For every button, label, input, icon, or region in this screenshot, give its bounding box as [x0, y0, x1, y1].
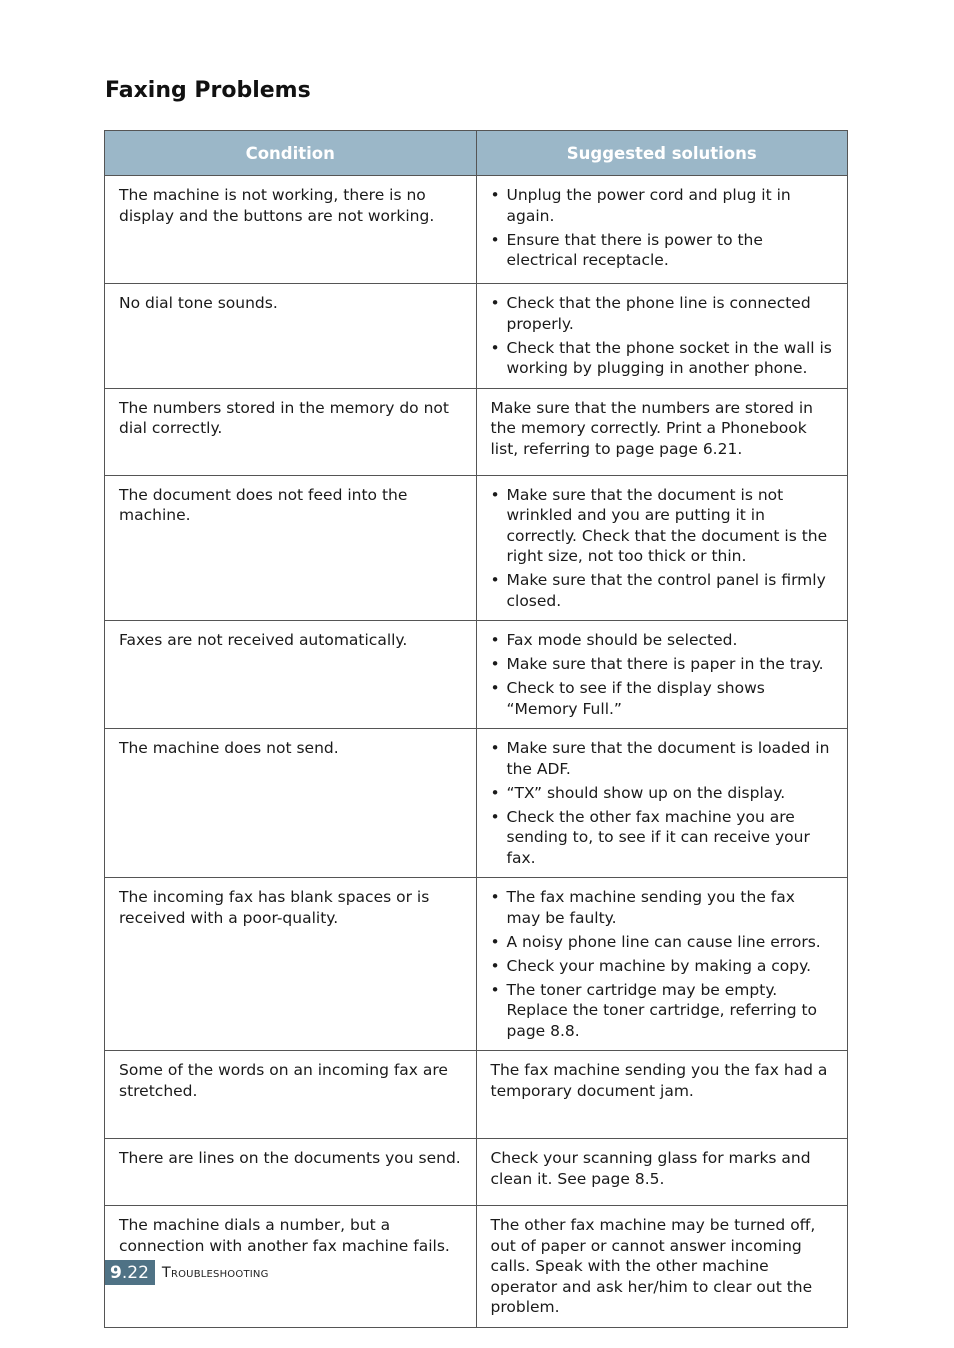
list-item: • Make sure that the document is not wrinkled and you are putting it in correctly. Check that the document is the right size, not too thick or thin.	[490, 485, 828, 565]
list-item: • Fax mode should be selected.	[490, 631, 738, 649]
list-item: • Check your machine by making a copy.	[490, 956, 811, 975]
table-row	[105, 621, 848, 729]
solution-list	[491, 485, 834, 612]
list-item: • The toner cartridge may be empty. Replace the toner cartridge, referring to page 8.8.	[490, 980, 818, 1040]
page-footer	[105, 1260, 269, 1285]
list-item: • Unplug the power cord and plug it in again.	[490, 186, 791, 225]
condition-cell: The machine is not working, there is no display and the buttons are not working.	[105, 176, 477, 284]
solution-list	[491, 887, 834, 1041]
solution-cell	[476, 878, 848, 1051]
solution-text: Check your scanning glass for marks and clean it. See page 8.5.	[490, 1149, 811, 1188]
list-item: • Ensure that there is power to the electrical receptacle.	[490, 230, 763, 269]
list-item: • Check to see if the display shows “Memory Full.”	[490, 679, 765, 718]
condition-cell: There are lines on the documents you send.	[105, 1139, 477, 1206]
table-row	[105, 176, 848, 284]
solution-text: The other fax machine may be turned off, out of paper or cannot answer incoming calls. Speak with the other machine operator and ask her/him to clear out the problem.	[490, 1216, 816, 1316]
condition-cell: The machine does not send.	[105, 729, 477, 878]
table-row	[105, 1051, 848, 1139]
list-item: • Make sure that the control panel is firmly closed.	[490, 571, 826, 610]
solution-text: The fax machine sending you the fax had a temporary document jam.	[490, 1061, 828, 1100]
solution-cell	[476, 388, 848, 475]
solution-list	[491, 630, 834, 719]
condition-cell: The numbers stored in the memory do not dial correctly.	[105, 388, 477, 475]
page-title: Faxing Problems	[105, 78, 311, 103]
condition-cell: Faxes are not received automatically.	[105, 621, 477, 729]
table-row	[105, 729, 848, 878]
solution-list	[491, 293, 834, 379]
solution-list	[491, 185, 834, 271]
table-row	[105, 388, 848, 475]
faxing-problems-table	[104, 130, 848, 1328]
list-item: • The fax machine sending you the fax may be faulty.	[490, 888, 795, 927]
table-row	[105, 475, 848, 621]
section-name: troubleshooting	[161, 1264, 269, 1281]
condition-cell: The document does not feed into the machine.	[105, 475, 477, 621]
table-row	[105, 284, 848, 389]
solution-cell	[476, 475, 848, 621]
list-item: • Check that the phone socket in the wall is working by plugging in another phone.	[490, 338, 832, 377]
solution-cell	[476, 1051, 848, 1139]
solution-cell	[476, 284, 848, 389]
page-number: .22	[121, 1262, 149, 1283]
condition-cell: Some of the words on an incoming fax are stretched.	[105, 1051, 477, 1139]
solution-cell	[476, 1139, 848, 1206]
condition-cell: The machine dials a number, but a connection with another fax machine fails.	[105, 1206, 477, 1328]
list-item: • Check the other fax machine you are sending to, to see if it can receive your fax.	[490, 807, 810, 867]
solution-text: Make sure that the numbers are stored in the memory correctly. Print a Phonebook list, referring to page page 6.21.	[490, 398, 814, 458]
table-row	[105, 878, 848, 1051]
page-number-badge	[105, 1260, 155, 1285]
condition-column-header: Condition	[105, 131, 477, 176]
table-header-row	[105, 131, 848, 176]
list-item: • Make sure that the document is loaded in the ADF.	[490, 739, 830, 778]
solutions-column-header: Suggested solutions	[476, 131, 848, 176]
condition-cell: The incoming fax has blank spaces or is received with a poor-quality.	[105, 878, 477, 1051]
solution-cell	[476, 176, 848, 284]
condition-cell: No dial tone sounds.	[105, 284, 477, 389]
solution-cell	[476, 621, 848, 729]
list-item: • “TX” should show up on the display.	[490, 783, 786, 802]
list-item: • Check that the phone line is connected properly.	[490, 294, 811, 333]
list-item: • A noisy phone line can cause line errors.	[490, 932, 821, 951]
solution-cell	[476, 729, 848, 878]
table-row	[105, 1139, 848, 1206]
solution-list	[491, 738, 834, 868]
solution-cell	[476, 1206, 848, 1328]
list-item: • Make sure that there is paper in the tray.	[490, 655, 824, 673]
chapter-number: 9	[110, 1262, 122, 1283]
